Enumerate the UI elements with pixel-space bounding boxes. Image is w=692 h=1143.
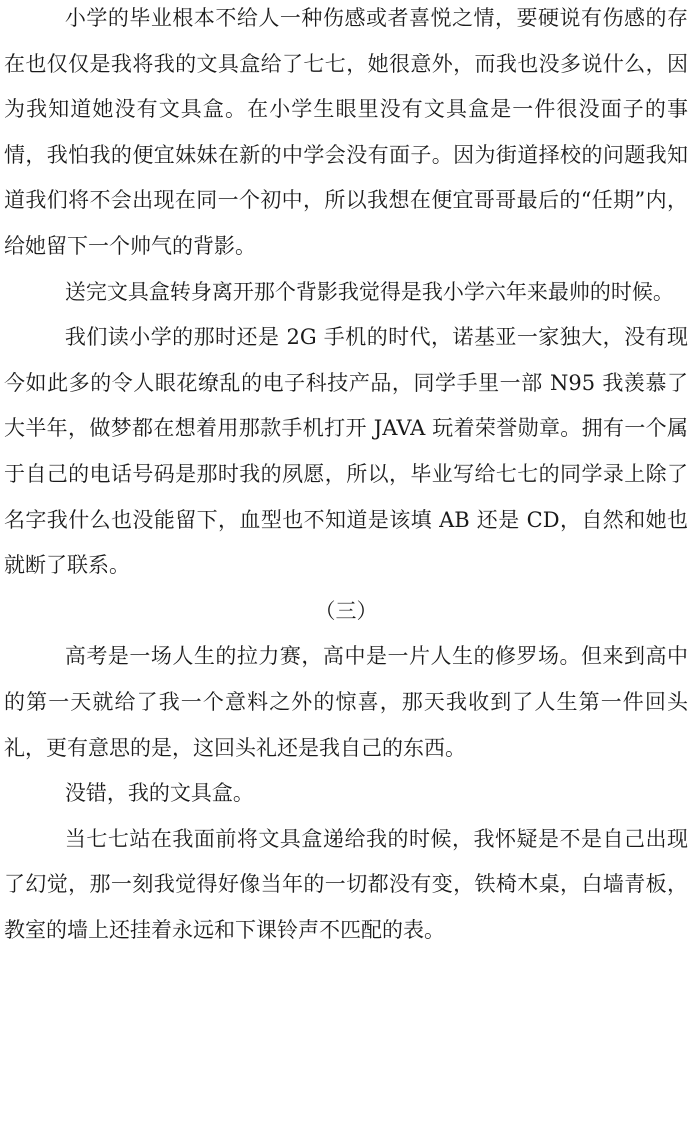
section-heading: （三） <box>314 598 378 623</box>
paragraph-2g-era: 我们读小学的那时还是 2G 手机的时代，诺基亚一家独大，没有现今如此多的令人眼花缭乱的电子科技产品，同学手里一部 N95 我羡慕了大半年，做梦都在想着用那款手机打开 JAVA 玩着荣誉勋章。拥有一个属于自己的电话号码是那时我的夙愿，所以，毕业写给七七的同学录上除了名字我什么也没能留下，血型也不知道是该填 AB 还是 CD，自然和她也就断了联系。 <box>4 325 688 578</box>
paragraph-graduation: 小学的毕业根本不给人一种伤感或者喜悦之情，要硬说有伤感的存在也仅仅是我将我的文具盒给了七七，她很意外，而我也没多说什么，因为我知道她没有文具盒。在小学生眼里没有文具盒是一件很没面子的事情，我怕我的便宜妹妹在新的中学会没有面子。因为街道择校的问题我知道我们将不会出现在同一个初中，所以我想在便宜哥哥最后的“任期”内，给她留下一个帅气的背影。 <box>4 6 688 258</box>
paragraph-leaving: 送完文具盒转身离开那个背影我觉得是我小学六年来最帅的时候。 <box>64 279 674 304</box>
paragraph-high-school: 高考是一场人生的拉力赛，高中是一片人生的修罗场。但来到高中的第一天就给了我一个意料之外的惊喜，那天我收到了人生第一件回头礼，更有意思的是，这回头礼还是我自己的东西。 <box>4 644 688 760</box>
paragraph-reunion: 当七七站在我面前将文具盒递给我的时候，我怀疑是不是自己出现了幻觉，那一刻我觉得好像当年的一切都没有变，铁椅木桌，白墙青板，教室的墙上还挂着永远和下课铃声不匹配的表。 <box>4 826 688 942</box>
paragraph-pencil-box: 没错，我的文具盒。 <box>64 781 254 806</box>
